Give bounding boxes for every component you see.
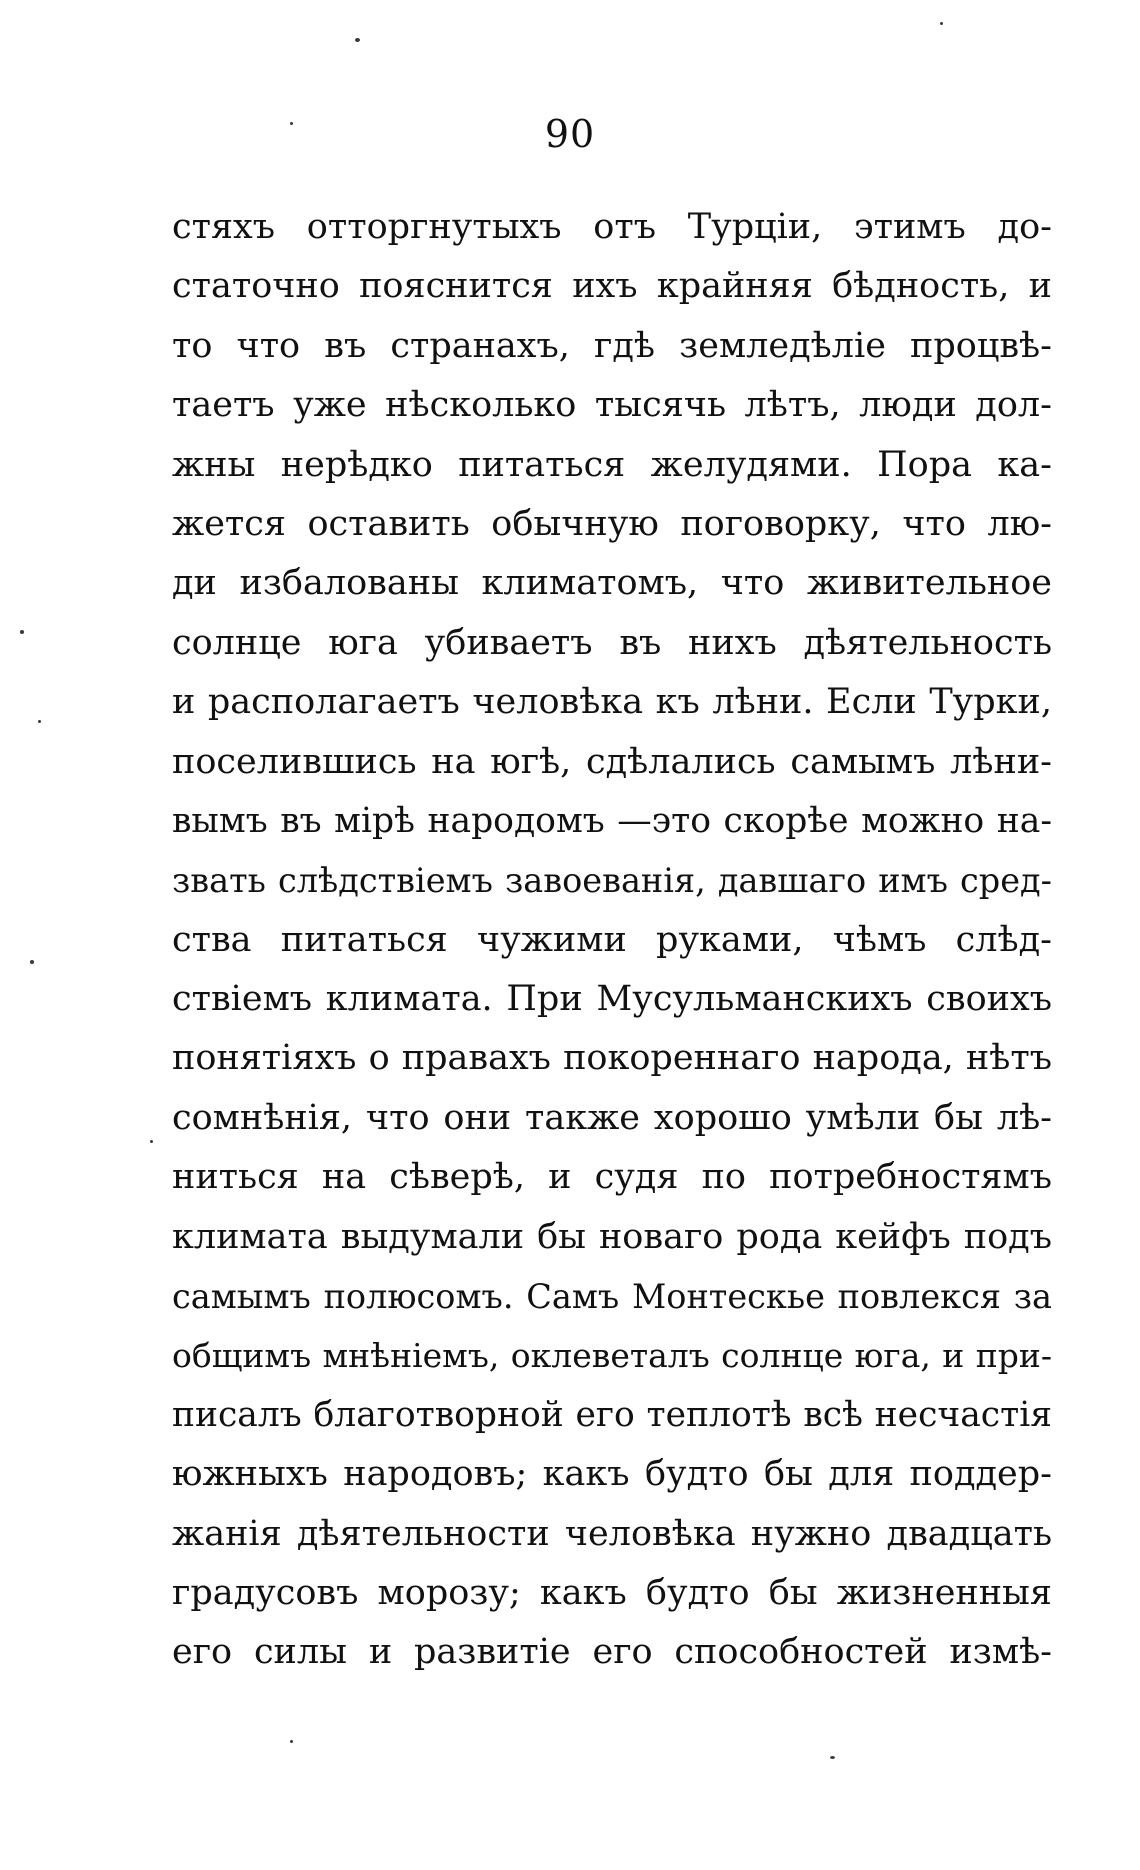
text-line: ди избалованы климатомъ, что живительное bbox=[172, 563, 1052, 604]
scan-speck bbox=[940, 22, 943, 25]
text-line: жанія дѣятельности человѣка нужно двадцать bbox=[172, 1513, 1052, 1554]
scan-speck bbox=[38, 720, 41, 723]
text-line: статочно пояснится ихъ крайняя бѣдность, и bbox=[172, 266, 1052, 307]
text-line: то что въ странахъ, гдѣ земледѣліе процвѣ- bbox=[172, 325, 1052, 366]
text-line: его силы и развитіе его способностей измѣ- bbox=[172, 1632, 1052, 1673]
text-line: поселившись на югѣ, сдѣлались самымъ лѣни- bbox=[172, 741, 1052, 782]
text-line: жется оставить обычную поговорку, что лю- bbox=[172, 503, 1052, 544]
text-line: ниться на сѣверѣ, и судя по потребностямъ bbox=[172, 1157, 1052, 1198]
scan-speck bbox=[830, 1756, 835, 1759]
scan-speck bbox=[150, 1140, 153, 1143]
scan-speck bbox=[355, 38, 360, 42]
text-line: южныхъ народовъ; какъ будто бы для поддер- bbox=[172, 1454, 1052, 1495]
text-line: самымъ полюсомъ. Самъ Монтескье повлекся за bbox=[172, 1277, 1052, 1317]
scan-speck bbox=[30, 960, 34, 964]
text-line: стяхъ отторгнутыхъ отъ Турціи, этимъ до- bbox=[172, 207, 1052, 247]
text-line: климата выдумали бы новаго рода кейфъ подъ bbox=[172, 1216, 1052, 1257]
text-line: понятіяхъ о правахъ покореннаго народа, нѣтъ bbox=[172, 1038, 1052, 1079]
scan-speck bbox=[20, 630, 24, 634]
text-line: сомнѣнія, что они также хорошо умѣли бы лѣ- bbox=[172, 1097, 1052, 1138]
page-body-text bbox=[172, 198, 1052, 1683]
page-number: 90 bbox=[544, 112, 596, 156]
text-line: звать слѣдствіемъ завоеванія, давшаго имъ сред- bbox=[172, 861, 1052, 901]
text-line: жны нерѣдко питаться желудями. Пора ка- bbox=[172, 444, 1052, 485]
text-line: солнце юга убиваетъ въ нихъ дѣятельность bbox=[172, 622, 1052, 663]
text-line: таетъ уже нѣсколько тысячь лѣтъ, люди дол- bbox=[172, 385, 1052, 426]
text-line: градусовъ морозу; какъ будто бы жизненныя bbox=[172, 1572, 1052, 1613]
scan-speck bbox=[290, 1740, 293, 1743]
text-line: ства питаться чужими руками, чѣмъ слѣд- bbox=[172, 919, 1052, 960]
text-line: ствіемъ климата. При Мусульманскихъ своихъ bbox=[172, 979, 1052, 1020]
text-line: вымъ въ мірѣ народомъ —это скорѣе можно на- bbox=[172, 800, 1052, 841]
text-line: писалъ благотворной его теплотѣ всѣ несчастія bbox=[172, 1394, 1052, 1435]
text-line: и располагаетъ человѣка къ лѣни. Если Турки, bbox=[172, 682, 1052, 723]
text-line: общимъ мнѣніемъ, оклеветалъ солнце юга, и при- bbox=[172, 1336, 1052, 1376]
